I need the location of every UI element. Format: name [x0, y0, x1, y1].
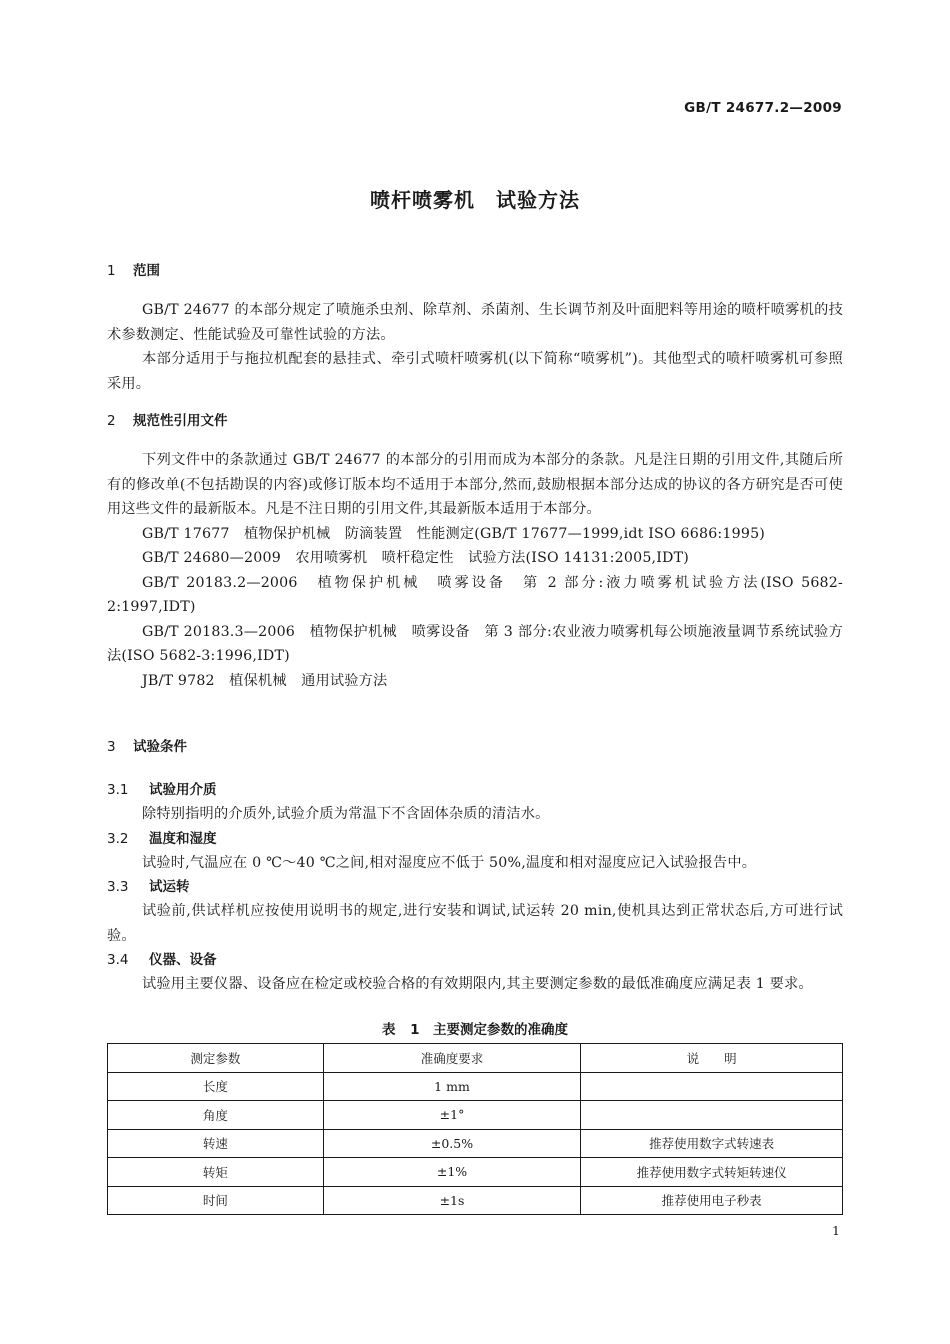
table-header-cell: 准确度要求 — [323, 1044, 581, 1073]
paragraph: 下列文件中的条款通过 GB/T 24677 的本部分的引用而成为本部分的条款。凡是注日期的引用文件,其随后所有的修改单(不包括勘误的内容)或修订版本均不适用于本部分,然而,鼓励根据本部分达成的协议的各方研究是否可使用这些文件的最新版本。凡是不注日期的引用文件,其最新版本适用于本部分。 — [107, 452, 843, 517]
subsection-3-1-heading — [107, 778, 843, 802]
reference-item: GB/T 24680—2009 农用喷雾机 喷杆稳定性 试验方法(ISO 14131:2005,IDT) — [142, 550, 690, 566]
subsection-title: 试验用介质 — [149, 782, 217, 798]
subsection-3-4-heading — [107, 948, 843, 972]
section-1-heading — [107, 258, 843, 284]
section-title: 试验条件 — [133, 739, 187, 755]
table-cell — [581, 1101, 843, 1130]
paragraph: 除特别指明的介质外,试验介质为常温下不含固体杂质的清洁水。 — [142, 806, 550, 822]
table-cell: ±1% — [323, 1158, 581, 1187]
table-cell: ±1° — [323, 1101, 581, 1130]
subsection-number: 3.3 — [107, 879, 129, 895]
table-cell: 转矩 — [108, 1158, 324, 1187]
reference-item: GB/T 20183.2—2006 植物保护机械 喷雾设备 第 2 部分:液力喷雾机试验方法(ISO 5682-2:1997,IDT) — [107, 574, 843, 615]
table-caption: 表 1 主要测定参数的准确度 — [381, 1022, 569, 1038]
reference-item: GB/T 20183.3—2006 植物保护机械 喷雾设备 第 3 部分:农业液力喷雾机每公顷施液量调节系统试验方法(ISO 5682-3:1996,IDT) — [107, 623, 843, 664]
table-header-cell: 测定参数 — [108, 1044, 324, 1073]
reference-item: GB/T 17677 植物保护机械 防滴装置 性能测定(GB/T 17677—1999,idt ISO 6686:1995) — [142, 525, 766, 542]
table-cell: 长度 — [108, 1072, 324, 1101]
subsection-3-2-heading — [107, 827, 843, 851]
table-header-cell: 说 明 — [581, 1044, 843, 1073]
section-3-heading — [107, 734, 843, 760]
paragraph: GB/T 24677 的本部分规定了喷施杀虫剂、除草剂、杀菌剂、生长调节剂及叶面肥料等用途的喷杆喷雾机的技术参数测定、性能试验及可靠性试验的方法。 — [107, 302, 843, 343]
paragraph: 试验用主要仪器、设备应在检定或校验合格的有效期限内,其主要测定参数的最低准确度应满足表 1 要求。 — [142, 976, 813, 992]
document-title: 喷杆喷雾机 试验方法 — [370, 188, 580, 212]
subsection-title: 仪器、设备 — [149, 952, 217, 968]
section-number: 1 — [107, 263, 116, 279]
table-row — [108, 1158, 843, 1187]
table-cell: 推荐使用电子秒表 — [581, 1186, 843, 1215]
reference-item: JB/T 9782 植保机械 通用试验方法 — [142, 672, 388, 689]
table-cell: 转速 — [108, 1129, 324, 1158]
subsection-title: 试运转 — [149, 879, 190, 895]
table-row — [108, 1186, 843, 1215]
subsection-number: 3.2 — [107, 830, 129, 847]
table-row — [108, 1072, 843, 1101]
table-cell — [581, 1072, 843, 1101]
table-cell: 1 mm — [323, 1072, 581, 1101]
page-number: 1 — [832, 1223, 840, 1238]
section-number: 2 — [107, 413, 116, 429]
section-3 — [107, 734, 843, 997]
table-cell: 时间 — [108, 1186, 324, 1215]
table-cell: ±0.5% — [323, 1129, 581, 1158]
table-cell: 推荐使用数字式转速表 — [581, 1129, 843, 1158]
table-row — [108, 1129, 843, 1158]
section-2 — [107, 408, 843, 693]
subsection-number: 3.4 — [107, 952, 129, 968]
section-2-heading — [107, 408, 843, 434]
section-title: 范围 — [133, 263, 160, 279]
section-1 — [107, 258, 843, 396]
table-row — [108, 1101, 843, 1130]
subsection-3-3-heading — [107, 875, 843, 899]
standard-code: GB/T 24677.2—2009 — [684, 100, 842, 116]
subsection-number: 3.1 — [107, 782, 129, 798]
paragraph: 试验前,供试样机应按使用说明书的规定,进行安装和调试,试运转 20 min,使机具达到正常状态后,方可进行试验。 — [107, 903, 843, 944]
table-cell: 推荐使用数字式转矩转速仪 — [581, 1158, 843, 1187]
section-title: 规范性引用文件 — [133, 413, 228, 429]
table-cell: ±1s — [323, 1186, 581, 1215]
table-cell: 角度 — [108, 1101, 324, 1130]
section-number: 3 — [107, 739, 116, 755]
subsection-title: 温度和湿度 — [149, 830, 217, 847]
table-header-row — [108, 1044, 843, 1073]
accuracy-table — [107, 1043, 843, 1215]
paragraph: 试验时,气温应在 0 ℃～40 ℃之间,相对湿度应不低于 50%,温度和相对湿度应记入试验报告中。 — [142, 854, 757, 871]
paragraph: 本部分适用于与拖拉机配套的悬挂式、牵引式喷杆喷雾机(以下简称“喷雾机”)。其他型式的喷杆喷雾机可参照采用。 — [107, 351, 843, 392]
